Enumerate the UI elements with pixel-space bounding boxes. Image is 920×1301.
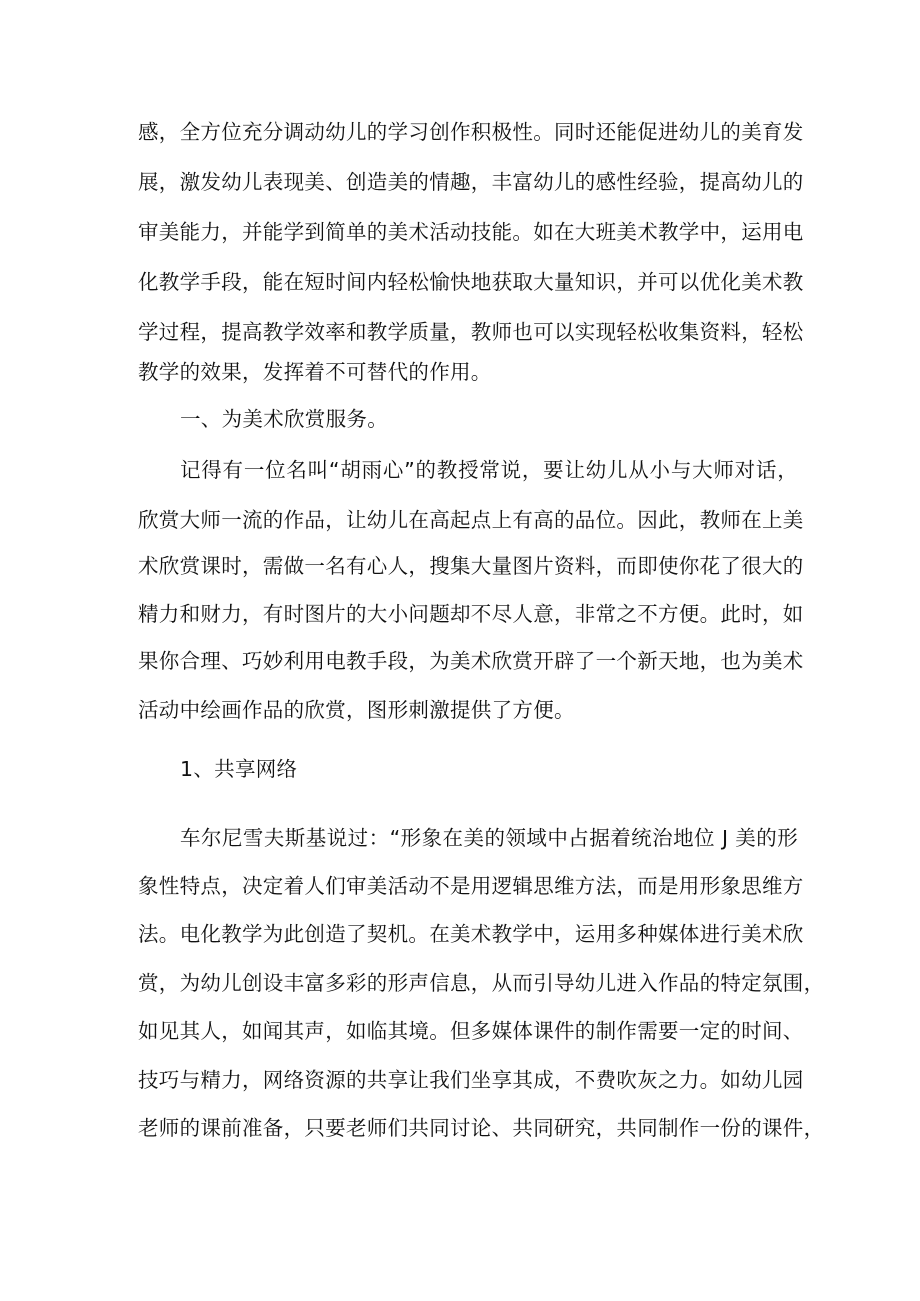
- paragraph-3-line-5: 如见其人，如闻其声，如临其境。但多媒体课件的制作需要一定的时间、: [138, 1019, 804, 1043]
- paragraph-1-line-5: 学过程，提高教学效率和教学质量，教师也可以实现轻松收集资料，轻松: [138, 320, 804, 344]
- paragraph-3-line-6: 技巧与精力，网络资源的共享让我们坐享其成，不费吹灰之力。如幼儿园: [138, 1068, 804, 1092]
- paragraph-1-line-4: 化教学手段，能在短时间内轻松愉快地获取大量知识，并可以优化美术教: [138, 270, 804, 294]
- paragraph-3-line-7: 老师的课前准备，只要老师们共同讨论、共同研究，共同制作一份的课件，: [138, 1116, 825, 1140]
- paragraph-2-line-3: 术欣赏课时，需做一名有心人，搜集大量图片资料，而即使你花了很大的: [138, 554, 804, 578]
- paragraph-1-line-6: 教学的效果，发挥着不可替代的作用。: [138, 360, 492, 384]
- paragraph-3-line-3: 法。电化教学为此创造了契机。在美术教学中，运用多种媒体进行美术欣: [138, 922, 804, 946]
- paragraph-2-line-5: 果你合理、巧妙利用电教手段，为美术欣赏开辟了一个新天地，也为美术: [138, 649, 804, 673]
- paragraph-3-line-1: 车尔尼雪夫斯基说过：“形象在美的领域中占据着统治地位 J 美的形: [180, 826, 798, 850]
- paragraph-2-line-1: 记得有一位名叫“胡雨心”的教授常说，要让幼儿从小与大师对话，: [180, 458, 798, 482]
- paragraph-1-line-3: 审美能力，并能学到简单的美术活动技能。如在大班美术教学中，运用电: [138, 220, 804, 244]
- paragraph-1-line-2: 展，激发幼儿表现美、创造美的情趣，丰富幼儿的感性经验，提高幼儿的: [138, 170, 804, 194]
- paragraph-3-line-2: 象性特点，决定着人们审美活动不是用逻辑思维方法，而是用形象思维方: [138, 874, 804, 898]
- section-heading-2: 1、共享网络: [180, 757, 298, 781]
- section-heading-1: 一、为美术欣赏服务。: [180, 407, 388, 431]
- paragraph-2-line-4: 精力和财力，有时图片的大小问题却不尽人意，非常之不方便。此时，如: [138, 602, 804, 626]
- paragraph-3-line-4: 赏，为幼儿创设丰富多彩的形声信息，从而引导幼儿进入作品的特定氛围，: [138, 971, 825, 995]
- paragraph-2-line-2: 欣赏大师一流的作品，让幼儿在高起点上有高的品位。因此，教师在上美: [138, 508, 804, 532]
- paragraph-2-line-6: 活动中绘画作品的欣赏，图形刺激提供了方便。: [138, 698, 575, 722]
- paragraph-1-line-1: 感，全方位充分调动幼儿的学习创作积极性。同时还能促进幼儿的美育发: [138, 120, 804, 144]
